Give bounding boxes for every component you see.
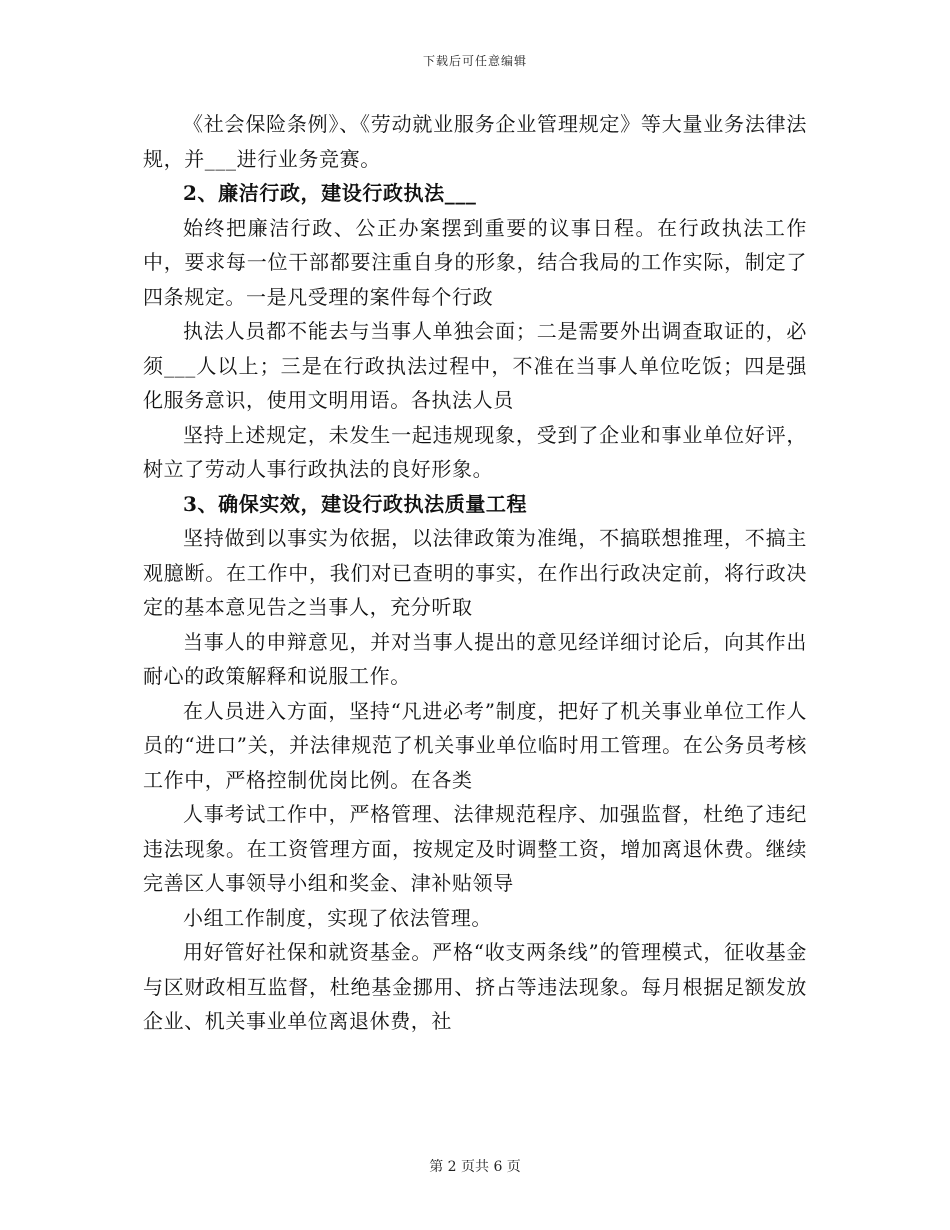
paragraph: 始终把廉洁行政、公正办案摆到重要的议事日程。在行政执法工作中，要求每一位干部都要注重自身的形象，结合我局的工作实际，制定了四条规定。一是凡受理的案件每个行政	[143, 215, 807, 309]
paragraph: 在人员进入方面，坚持“凡进必考”制度，把好了机关事业单位工作人员的“进口”关，并法律规范了机关事业单位临时用工管理。在公务员考核工作中，严格控制优岗比例。在各类	[143, 698, 807, 792]
paragraph: 执法人员都不能去与当事人单独会面；二是需要外出调查取证的，必须___人以上；三是在行政执法过程中，不准在当事人单位吃饭；四是强化服务意识，使用文明用语。各执法人员	[143, 319, 807, 412]
paragraph: 用好管好社保和就资基金。严格“收支两条线”的管理模式，征收基金与区财政相互监督，杜绝基金挪用、挤占等违法现象。每月根据足额发放企业、机关事业单位离退休费，社	[143, 940, 807, 1033]
section-heading: 2、廉洁行政，建设行政执法___	[183, 181, 477, 205]
page-footer: 第 2 页共 6 页	[429, 1159, 521, 1175]
paragraph: 《社会保险条例》、《劳动就业服务企业管理规定》等大量业务法律法规，并___进行业务竞赛。	[143, 112, 807, 171]
page-header: 下载后可任意编辑	[422, 54, 527, 68]
document-body	[143, 107, 807, 1039]
paragraph: 当事人的申辩意见，并对当事人提出的意见经详细讨论后，向其作出耐心的政策解释和说服工作。	[143, 629, 807, 688]
paragraph: 小组工作制度，实现了依法管理。	[183, 905, 492, 930]
paragraph: 坚持上述规定，未发生一起违规现象，受到了企业和事业单位好评，树立了劳动人事行政执法的良好形象。	[143, 422, 807, 481]
paragraph: 坚持做到以事实为依据，以法律政策为准绳，不搞联想推理，不搞主观臆断。在工作中，我们对已查明的事实，在作出行政决定前，将行政决定的基本意见告之当事人，充分听取	[143, 526, 807, 619]
section-heading: 3、确保实效，建设行政执法质量工程	[183, 491, 528, 516]
paragraph: 人事考试工作中，严格管理、法律规范程序、加强监督，杜绝了违纪违法现象。在工资管理方面，按规定及时调整工资，增加离退休费。继续完善区人事领导小组和奖金、津补贴领导	[143, 802, 807, 895]
